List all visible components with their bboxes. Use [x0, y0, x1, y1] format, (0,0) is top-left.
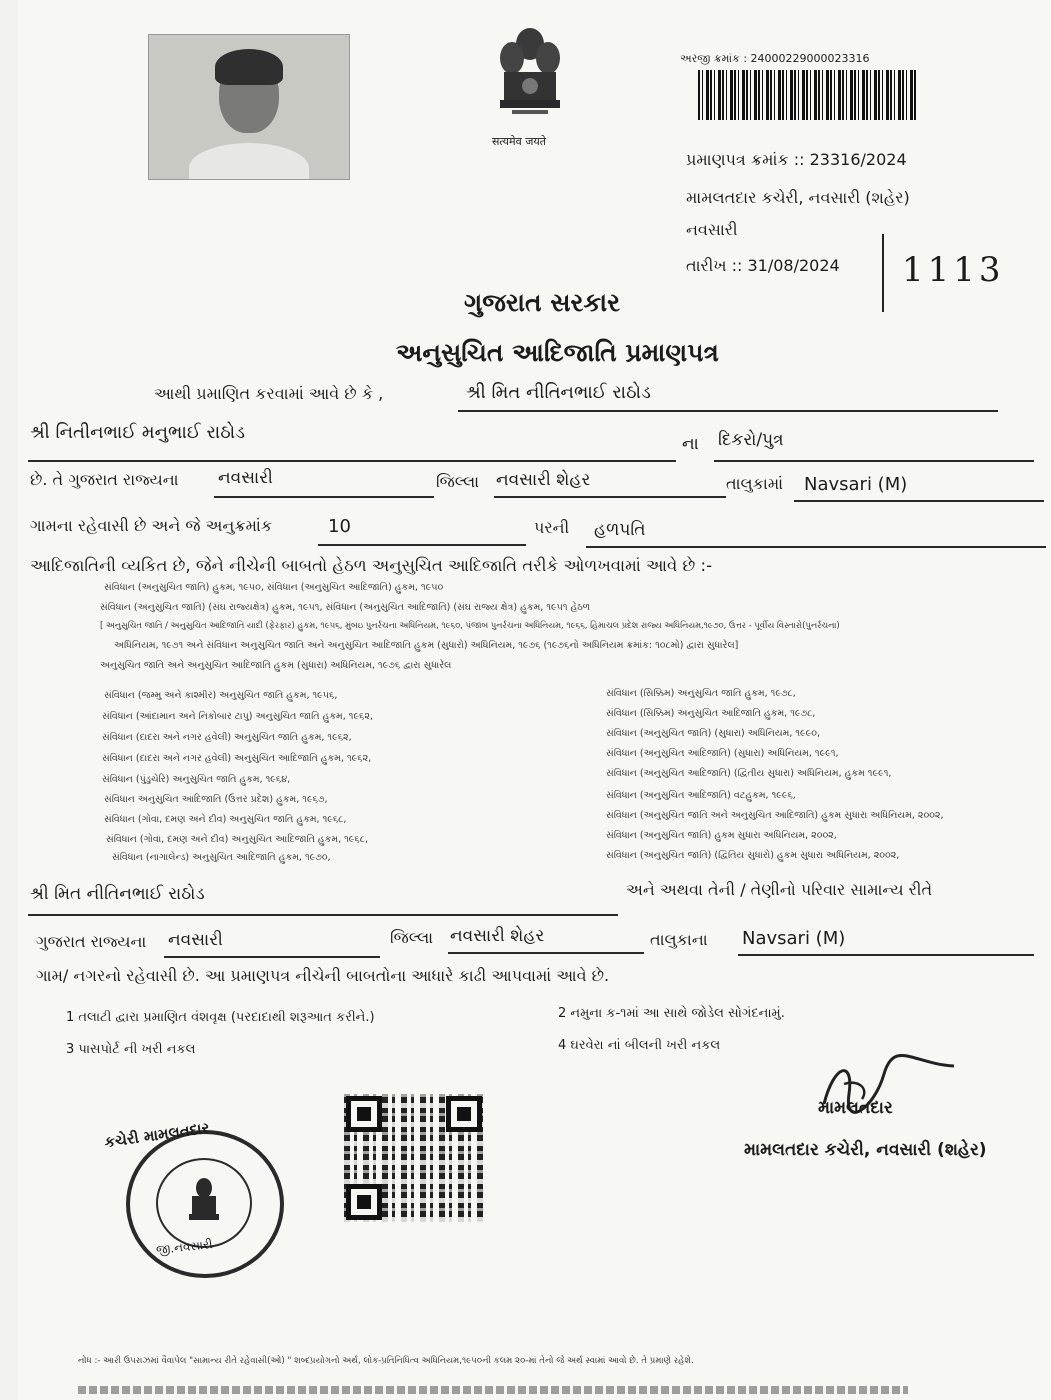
- issuing-office: મામલતદાર કચેરી, નવસારી (શહેર): [686, 188, 910, 207]
- order-line: સંવિધાન (દાદરા અને નગર હવેલી) અનુસુચિત જાતિ હુકમ, ૧૯૬૨,: [102, 732, 352, 743]
- resident-district-label: જિલ્લા: [390, 928, 434, 947]
- resident-state-district: નવસારી: [168, 930, 223, 950]
- order-line: સંવિધાન (અનુસુચિત આદિજાતિ) (સુધારા) અધિનિયમ, ૧૯૯૧,: [606, 748, 839, 759]
- issued-text: ગામ/ નગરનો રહેવાસી છે. આ પ્રમાણપત્ર નીચેની બાબતોના આધારે કાઢી આપવામાં આવે છે.: [36, 966, 610, 985]
- barcode: [698, 70, 918, 120]
- order-line: સંવિધાન (નાગાલેન્ડ) અનુસુચિત આદિજાતિ હુકમ, ૧૯૭૦,: [112, 852, 331, 863]
- order-line: સંવિધાન (આંદામાન અને નિકોબાર ટાપુ) અનુસુચિત જાતિ હુકમ, ૧૯૬૨,: [102, 711, 373, 722]
- emblem-motto: सत्यमेव जयते: [492, 135, 547, 148]
- resident-district-value: નવસારી શેહર: [450, 926, 545, 946]
- handwritten-divider: [882, 234, 884, 312]
- resident-taluka-value: Navsari (M): [742, 928, 846, 949]
- order-line: અનુસુચિત જાતિ અને અનુસુચિત આદિજાતિ હુકમ (સુધારા) અધિનિયમ, ૧૯૭૬ દ્વારા સુધારેલ: [100, 660, 452, 671]
- certificate-page: [18, 0, 1051, 1400]
- order-line: સંવિધાન (પુંડુચેરિ) અનુસુચિત જાતિ હુકમ, ૧૯૬૪,: [102, 774, 291, 785]
- resident-name: શ્રી મિત નીતિનભાઈ રાઠોડ: [30, 884, 205, 904]
- order-line: સંવિધાન (અનુસુચિત જાતિ) (સુધારા) અધિનિયમ, ૧૯૯૦,: [606, 728, 821, 739]
- qr-code: [344, 1094, 484, 1222]
- order-line: સંવિધાન (અનુસુચિત જાતિ) (દ્વિતિય સુધારો) હુકમ સુધારા અધિનિયમ, ૨૦૦૨,: [606, 850, 900, 861]
- order-line: સંવિધાન (અનુસુચિત જાતિ) હુકમ, ૧૯૫૦, સંવિધાન (અનુસુચિત આદિજાતિ) હુકમ, ૧૯૫૦: [104, 582, 444, 593]
- seal-emblem-icon: [184, 1176, 224, 1230]
- document-item: 1 તલાટી દ્વારા પ્રમાણિત વંશવૃક્ષ (પરદાદાથી શરૂઆત કરીને.): [66, 1010, 375, 1025]
- footer-continuation: [78, 1386, 908, 1394]
- village-text: ગામના રહેવાસી છે અને જે અનુક્રમાંક: [30, 516, 273, 535]
- order-line: સંવિધાન (અનુસુચિત જાતિ) હુકમ સુધારા અધિનિયમ, ૨૦૦૨,: [606, 830, 837, 841]
- applicant-photo: [148, 34, 350, 180]
- office-seal-stamp: [126, 1130, 284, 1278]
- issuing-city: નવસારી: [686, 220, 738, 239]
- document-item: 3 પાસપોર્ટ ની ખરી નકલ: [66, 1042, 196, 1057]
- order-line: સંવિધાન (સિક્કિમ) અનુસુચિત આદિજાતિ હુકમ, ૧૯૭૮,: [606, 708, 816, 719]
- order-line: સંવિધાન (અનુસુચિત જાતિ અને અનુસુચિત આદિજાતિ) હુકમ સુધારા અધિનિયમ, ૨૦૦૨,: [606, 810, 944, 821]
- serial-number: 10: [328, 516, 351, 537]
- footer-note: નોંધ :- આરી ઉપરાઝમાં વૈવાપેલ "સામાન્ય રીતે રહેવાસી(ઓ) " શબ્દપ્રયોગનો અર્થ, લોક-પ્રતિનિધિત્વ અધિનિયમ,૧૯૫૦ની કલમ ૨૦-માં તેનો જે અર્થ સ્વામાં આવો છે. તે પ્રમાણે રહેશે.: [78, 1356, 694, 1366]
- issue-date: તારીખ :: 31/08/2024: [686, 256, 840, 275]
- family-text: અને અથવા તેની / તેણીનો પરિવાર સામાન્ય રીતે: [626, 880, 933, 899]
- signature-office: મામલતદાર કચેરી, નવસારી (શહેર): [744, 1140, 987, 1160]
- district-label: જિલ્લા: [436, 472, 480, 491]
- document-item: 2 નમુના ક-૧માં આ સાથે જોડેલ સોગંદનામું.: [558, 1006, 785, 1021]
- taluka-value: Navsari (M): [804, 474, 908, 495]
- person-name: શ્રી મિત નીતિનભાઈ રાઠોડ: [466, 382, 651, 403]
- order-line: અધિનિયમ, ૧૯૭૧ અને સંવિધાન અનુસુચિત જાતિ અને અનુસુચિત આદિજાતિ હુકમ (સુધારો) અધિનિયમ, ૧૯૭૬ (૧૯૭૬નો અધિનિયમ ક્રમાંક: ૧૦૮મો) દ્વારા સુધારેલ]: [114, 640, 739, 651]
- state-text: છે. તે ગુજરાત રાજ્યના: [30, 470, 179, 489]
- parni-label: પરની: [534, 518, 570, 537]
- certify-text: આથી પ્રમાણિત કરવામાં આવે છે કે ,: [154, 384, 384, 403]
- order-line: સંવિધાન (અનુસુચિત આદિજાતિ) (દ્વિતીય સુધારા) અધિનિયમ, હુકમ ૧૯૯૧,: [606, 768, 892, 779]
- order-line: સંવિધાન (અનુસુચિત જાતિ) (સંઘ રાજ્યક્ષેત્ર) હુકમ, ૧૯૫૧, સંવિધાન (અનુસુચિત આદિજાતિ) (સંઘ રાજ્ય ક્ષેત્ર) હુકમ, ૧૯૫૧ હેઠળ: [100, 602, 591, 613]
- father-name: શ્રી નિતીનભાઈ મનુભાઈ રાઠોડ: [30, 422, 246, 443]
- certificate-title: અનુસુચિત આદિજાતિ પ્રમાણપત્ર: [396, 338, 719, 367]
- resident-state-text: ગુજરાત રાજ્યના: [36, 932, 147, 951]
- seal-bottom-text: જી.નવસારી: [155, 1237, 214, 1257]
- order-line: સંવિધાન (સિક્કિમ) અનુસુચિત જાતિ હુકમ, ૧૯૭૮,: [606, 688, 796, 699]
- state-district: નવસારી: [218, 468, 273, 488]
- government-title: ગુજરાત સરકાર: [464, 288, 621, 317]
- national-emblem-icon: [490, 22, 570, 130]
- application-number: અરજી ક્રમાંક : 2400022900002331​6: [680, 52, 870, 65]
- tribe-statement: આદિજાતિની વ્યકિત છે, જેને નીચેની બાબતો હેઠળ અનુસુચિત આદિજાતિ તરીકે ઓળખવામાં આવે છે :-: [30, 556, 713, 575]
- document-item: 4 ઘરવેરા નાં બીલની ખરી નકલ: [558, 1038, 721, 1053]
- tribe-name: હળપતિ: [594, 520, 646, 540]
- seal-top-text: કચેરી મામલતદાર: [103, 1118, 211, 1152]
- order-line: સંવિધાન (ગોવા, દમણ અને દીવ) અનુસુચિત જાતિ હુકમ, ૧૯૬૮,: [104, 814, 347, 825]
- resident-taluka-label: તાલુકાના: [650, 930, 708, 949]
- order-line: સંવિધાન અનુસુચિત આદિજાતિ (ઉત્તર પ્રદેશ) હુકમ, ૧૯૬૭,: [104, 794, 328, 805]
- order-line: સંવિધાન (જમ્મુ અને કાશ્મીર) અનુસુચિત જાતિ હુકમ, ૧૯૫૬,: [104, 690, 338, 701]
- certificate-number: પ્રમાણપત્ર ક્રમાંક :: 23316/2024: [686, 150, 907, 169]
- order-line: [ અનુસુચિત જાતિ / અનુસુચિત આદિજાતિ યાદી (ફેરફાર) હુકમ, ૧૯૫૬, મુંબઇ પુનર્રચના અધિનિયમ, ૧૯૬૦, પંજાબ પુનર્રચના અધિનિયમ, ૧૯૬૬, હિમાચલ પ્રદેશ રાજ્ય અધિનિયમ,૧૯૭૦, ઉત્તર - પૂર્વીય વિસ્તારો(પુનર્રચના): [100, 620, 840, 630]
- taluka-label: તાલુકામાં: [726, 474, 784, 493]
- district-value: નવસારી શેહર: [496, 470, 591, 490]
- na-label: ના: [682, 434, 699, 454]
- order-line: સંવિધાન (ગોવા, દમણ અને દીવ) અનુસુચિત આદિજાતિ હુકમ, ૧૯૬૮,: [106, 834, 368, 845]
- handwritten-number: 1113: [902, 250, 1005, 290]
- order-line: સંવિધાન (અનુસુચિત આદિજાતિ) વટહુકમ, ૧૯૯૬,: [606, 790, 796, 801]
- order-line: સંવિધાન (દાદરા અને નગર હવેલી) અનુસુચિત આદિજાતિ હુકમ, ૧૯૬૨,: [102, 753, 372, 764]
- relation: દિકરો/પુત્ર: [718, 430, 784, 450]
- signature-designation: મામલતદાર: [818, 1098, 893, 1118]
